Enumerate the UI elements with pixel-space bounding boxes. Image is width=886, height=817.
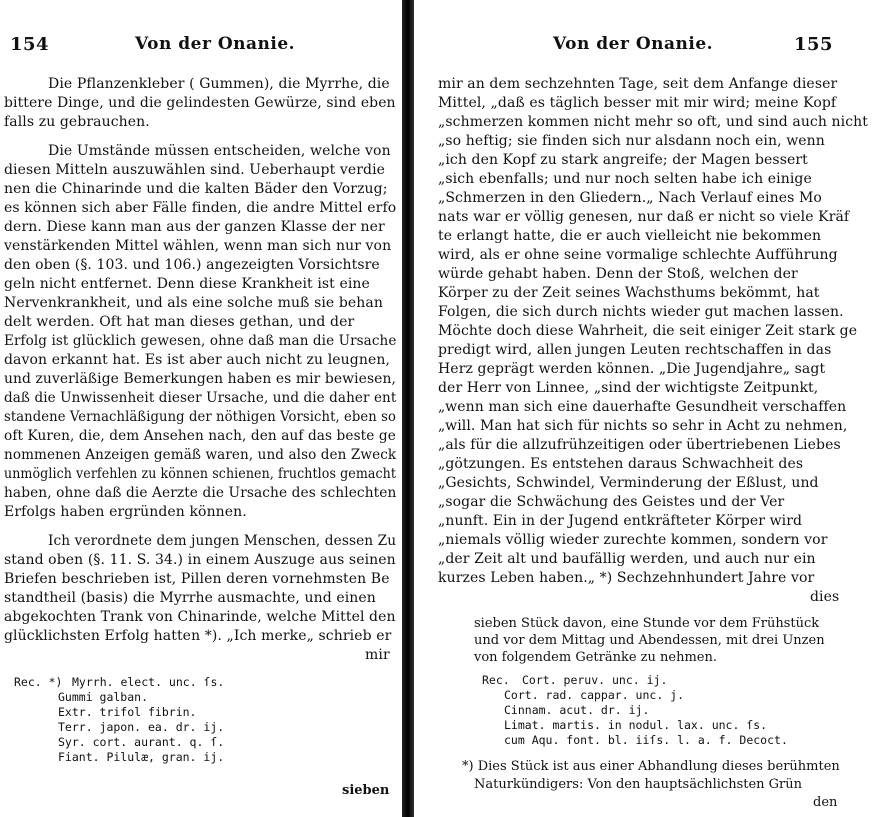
recipe-line: Cort. peruv. unc. ij. <box>522 673 668 687</box>
recipe-marker: Rec. <box>482 673 510 687</box>
recipe-line: Limat. martis. in nodul. lax. unc. ſs. <box>504 718 768 732</box>
text-line: „so heftig; sie finden sich nur alsdann noch ein, wenn <box>438 133 825 149</box>
text-line: standtheil (basis) die Myrrhe ausmachte, und einen <box>4 590 376 606</box>
text-line: davon erkannt hat. Es ist aber auch nicht zu leugnen, <box>4 352 390 368</box>
footnote-line: Gummi galban. <box>58 690 149 704</box>
text-line: „niemals völlig wieder zurechte kommen, sondern vor <box>438 532 828 548</box>
text-line: Ich verordnete dem jungen Menschen, dessen Zu <box>48 533 397 549</box>
text-line: abgekochten Trank von Chinarinde, welche Mittel den <box>4 609 396 625</box>
text-line: oft Kuren, die, dem Ansehen nach, den auf das beste ge <box>4 428 396 444</box>
text-line: mir <box>365 647 390 663</box>
text-line: und zuverläßige Bemerkungen haben es mir bewiesen, <box>4 371 397 387</box>
text-line: dies <box>810 589 840 605</box>
left-page <box>0 0 400 817</box>
right-page <box>418 0 886 817</box>
text-line: stand oben (§. 11. S. 34.) in einem Auszuge aus seinen <box>4 552 396 568</box>
text-line: würde gehabt haben. Denn der Stoß, welchen der <box>438 266 798 282</box>
text-line: Körper zu der Zeit seines Wachsthums bekömmt, hat <box>438 285 820 301</box>
text-line: Nervenkrankheit, und als eine solche muß sie behan <box>4 295 383 311</box>
text-line: kurzes Leben haben.„ *) Sechzehnhundert Jahre vor <box>438 570 815 586</box>
text-line: nommenen Anzeigen gemäß waren, und also den Zweck <box>4 447 397 463</box>
text-line: Möchte doch diese Wahrheit, die seit einiger Zeit stark ge <box>438 323 858 339</box>
text-line: te erlangt hatte, die er auch vielleicht nie bekommen <box>438 228 822 244</box>
text-line: Erfolgs haben ergründen können. <box>4 504 247 520</box>
text-line: es können sich aber Fälle finden, die andre Mittel erfo <box>4 200 397 216</box>
text-line: „Schmerzen in den Gliedern.„ Nach Verlauf eines Mo <box>438 190 822 206</box>
text-line: haben, ohne daß die Aerzte die Ursache des schlechten <box>4 485 397 501</box>
running-title-left: Von der Onanie. <box>135 34 296 54</box>
text-line: diesen Mitteln auszuwählen sind. Ueberhaupt verdie <box>4 162 386 178</box>
text-line: Herz geprägt werden können. „Die Jugendjahre„ sagt <box>438 361 826 377</box>
footnote-line: Naturkündigers: Von den hauptsächlichsten Grün <box>474 777 803 792</box>
recipe-line: Cinnam. acut. dr. ij. <box>504 703 650 717</box>
text-line: bittere Dinge, und die gelindesten Gewürze, sind eben <box>4 95 396 111</box>
text-line: „sich ebenfalls; und nur noch selten habe ich einige <box>438 171 812 187</box>
footnote-line: Syr. cort. aurant. q. ſ. <box>58 735 225 749</box>
text-line: wird, als er ohne seine vormalige schlechte Aufführung <box>438 247 838 263</box>
text-line: „nunft. Ein in der Jugend entkräfteter Körper wird <box>438 513 803 529</box>
text-line: mir an dem sechzehnten Tage, seit dem Anfange dieser <box>438 76 838 92</box>
text-line: nen die Chinarinde und die kalten Bäder den Vorzug; <box>4 181 388 197</box>
text-line: unmöglich verfehlen zu können schienen, fruchtlos gemacht <box>4 466 397 482</box>
footnote-line: Terr. japon. ea. dr. ij. <box>58 720 225 734</box>
text-line: venstärkenden Mittel wählen, wenn man sich nur von <box>4 238 392 254</box>
text-line: Briefen beschrieben ist, Pillen deren vornehmsten Be <box>4 571 390 587</box>
note-line: sieben Stück davon, eine Stunde vor dem Frühstück <box>474 616 820 631</box>
text-line: „wenn man sich eine dauerhafte Gesundheit verschaffen <box>438 399 847 415</box>
footnote-marker: Rec. *) <box>14 675 63 689</box>
text-line: den oben (§. 103. und 106.) angezeigten Vorsichtsre <box>4 257 380 273</box>
text-line: daß die Unwissenheit dieser Ursache, und die daher ent <box>4 390 397 406</box>
page-number-right: 155 <box>794 34 834 55</box>
text-line: nats war er völlig genesen, nur daß er nicht so viele Kräf <box>438 209 850 225</box>
text-line: „götzungen. Es entstehen daraus Schwachheit des <box>438 456 804 472</box>
text-line: falls zu gebrauchen. <box>4 114 150 130</box>
text-line: „ich den Kopf zu stark angreife; der Magen bessert <box>438 152 808 168</box>
note-line: von folgendem Getränke zu nehmen. <box>474 650 717 665</box>
running-title-right: Von der Onanie. <box>553 34 714 54</box>
text-line: dern. Diese kann man aus der ganzen Klasse der ner <box>4 219 385 235</box>
text-line: glücklichsten Erfolg hatten *). „Ich merke„ schrieb er <box>4 628 392 644</box>
text-line: Mittel, „daß es täglich besser mit mir wird; meine Kopf <box>438 95 837 111</box>
page-number-left: 154 <box>10 34 50 55</box>
book-gutter <box>402 0 414 817</box>
footnote-line: *) Dies Stück ist aus einer Abhandlung dieses berühmten <box>462 759 840 774</box>
catchword: sieben <box>342 783 390 798</box>
text-line: standene Vernachläßigung der nöthigen Vorsicht, eben so <box>4 409 397 425</box>
note-line: und vor dem Mittag und Abendessen, mit drei Unzen <box>474 633 825 648</box>
text-line: Folgen, die sich durch nichts wieder gut machen lassen. <box>438 304 844 320</box>
text-line: Die Umstände müssen entscheiden, welche von <box>48 143 391 159</box>
text-line: „Gesichts, Schwindel, Verminderung der Eßlust, und <box>438 475 819 491</box>
text-line: delt werden. Oft hat man dieses gethan, und der <box>4 314 355 330</box>
text-line: „sogar die Schwächung des Geistes und der Ver <box>438 494 785 510</box>
text-line: „als für die allzufrühzeitigen oder übertriebenen Liebes <box>438 437 841 453</box>
text-line: Erfolg ist glücklich gewesen, ohne daß man die Ursache <box>4 333 397 349</box>
recipe-line: cum Aqu. font. bl. iiſs. l. a. f. Decoct. <box>504 733 788 747</box>
text-line: geln nicht entfernet. Denn diese Krankheit ist eine <box>4 276 370 292</box>
text-line: „der Zeit alt und baufällig werden, und auch nur ein <box>438 551 816 567</box>
footnote-line: den <box>813 795 838 810</box>
text-line: „schmerzen kommen nicht mehr so oft, und sind auch nicht <box>438 114 869 130</box>
text-line: „will. Man hat sich für nichts so sehr in Acht zu nehmen, <box>438 418 848 434</box>
text-line: predigt wird, allen jungen Leuten rechtschaffen in das <box>438 342 832 358</box>
recipe-line: Cort. rad. cappar. unc. j. <box>504 688 685 702</box>
footnote-line: Myrrh. elect. unc. ſs. <box>72 675 225 689</box>
text-line: der Herr von Linnee, „sind der wichtigste Zeitpunkt, <box>438 380 819 396</box>
footnote-line: Extr. trifol fibrin. <box>58 705 197 719</box>
footnote-line: Fiant. Pilulæ, gran. ij. <box>58 750 225 764</box>
text-line: Die Pflanzenkleber ( Gummen), die Myrrhe, die <box>48 76 390 92</box>
